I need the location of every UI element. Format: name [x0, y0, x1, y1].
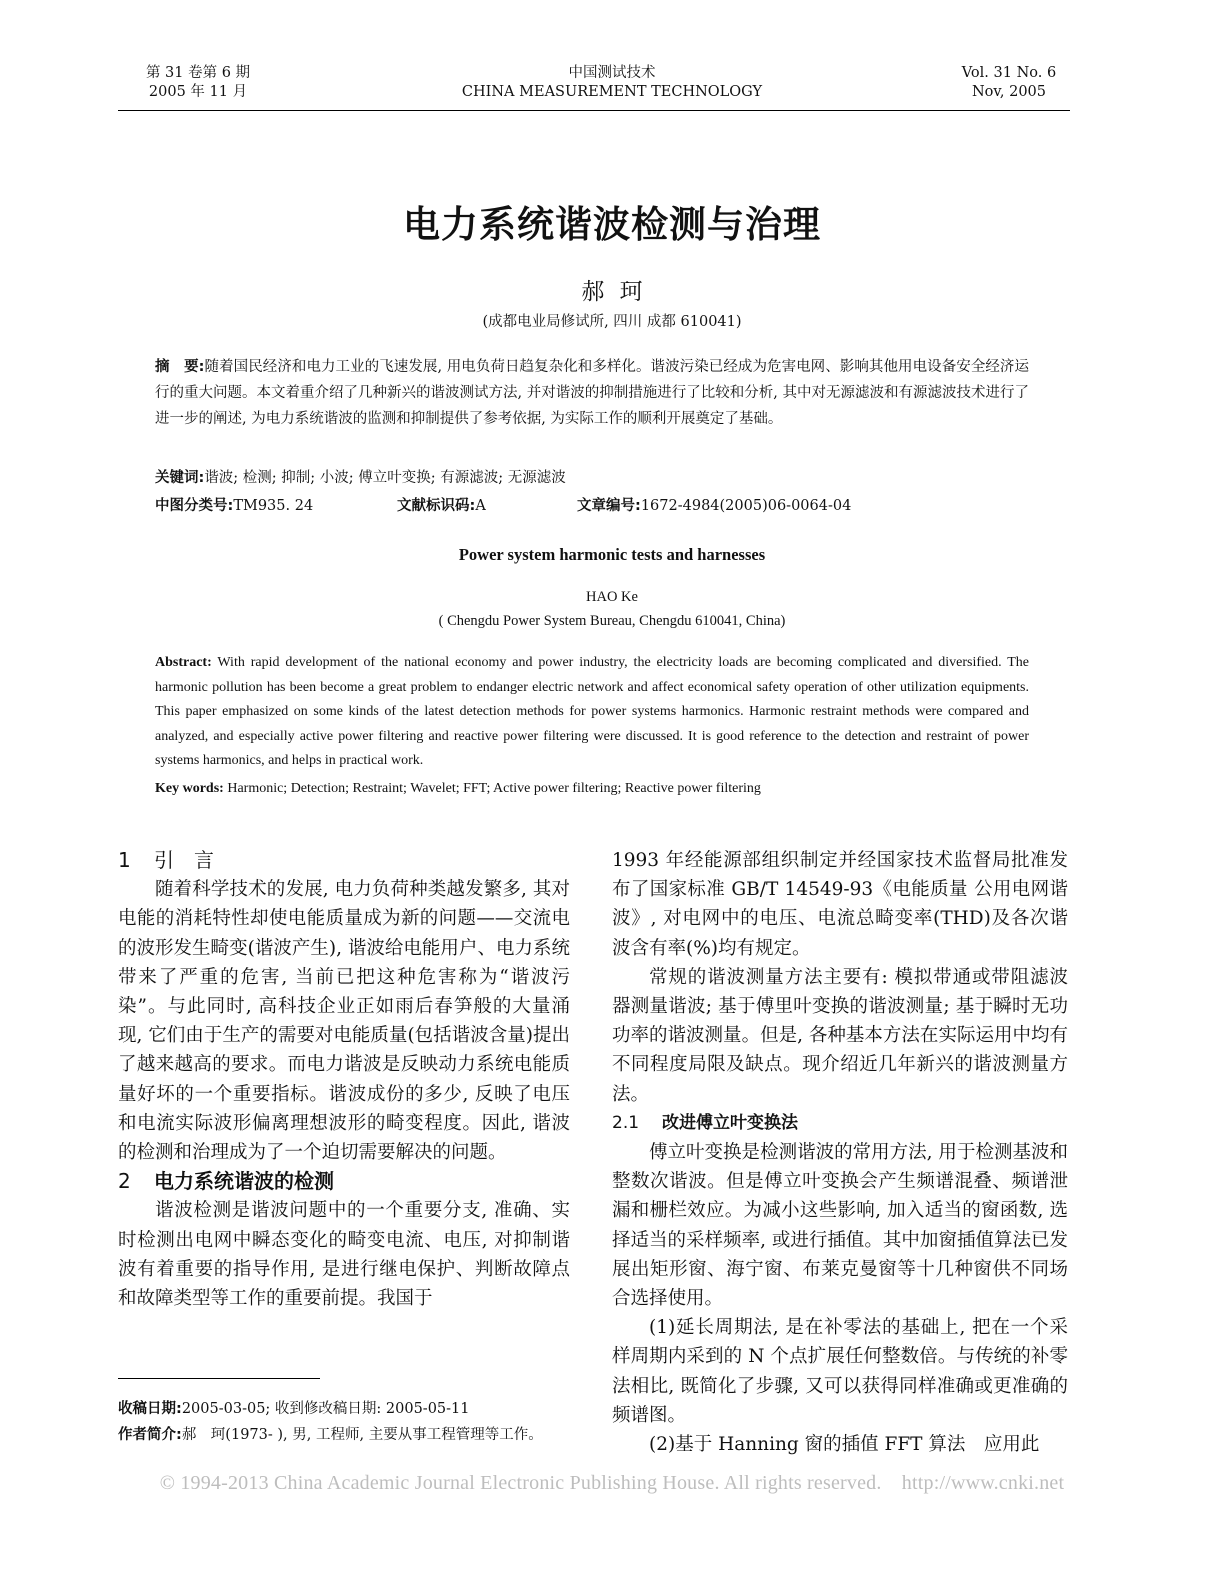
- section-2-number: 2: [118, 1169, 131, 1194]
- keywords-cn-label: 关键词:: [155, 470, 205, 486]
- journal-name-en: CHINA MEASUREMENT TECHNOLOGY: [461, 84, 763, 100]
- keywords-en: [155, 776, 1029, 802]
- date-en: Nov, 2005: [971, 84, 1046, 100]
- section-1-paragraph: 随着科学技术的发展, 电力负荷种类越发繁多, 其对电能的消耗特性却使电能质量成为新的问题——交流电的波形发生畸变(谐波产生), 谐波给电能用户、电力系统带来了严重的危害, 当前已把这种危害称为“谐波污染”。与此同时, 高科技企业正如雨后春笋般的大量涌现, 它们由于生产的需要对电能质量(包括谐波含量)提出了越来越高的要求。而电力谐波是反映动力系统电能质量好坏的一个重要指标。谐波成份的多少, 反映了电压和电流实际波形偏离理想波形的畸变程度。因此, 谐波的检测和治理成为了一个迫切需要解决的问题。: [118, 879, 570, 1164]
- journal-name: [380, 64, 844, 102]
- abstract-en-text: With rapid development of the national economy and power industry, the electricity loads are becoming complicated and diversified. The harmonic pollution has been become a great problem to endanger electric network and affect economical safety operation of other utilization equipments. This paper emphasized on some kinds of the latest detection methods for power systems harmonics. Harmonic restraint methods were compared and analyzed, and especially active power filtering and reactive power filtering were discussed. It is good reference to the detection and restraint of power systems harmonics, and helps in practical work.: [155, 655, 1030, 768]
- footnote-divider: [118, 1378, 320, 1379]
- copyright-watermark: © 1994-2013 China Academic Journal Electronic Publishing House. All rights reserved. http://www.cnki.net: [159, 1472, 1065, 1494]
- abstract-cn: [155, 354, 1029, 432]
- journal-name-cn: 中国测试技术: [568, 65, 656, 81]
- section-2-title: 电力系统谐波的检测: [154, 1169, 334, 1194]
- keywords-cn: [155, 465, 1029, 491]
- section-2-paragraph: 谐波检测是谐波问题中的一个重要分支, 准确、实时检测出电网中瞬态变化的畸变电流、电压, 对抑制谐波有着重要的指导作用, 是进行继电保护、判断故障点和故障类型等工作的重要前提。我国于: [118, 1200, 570, 1310]
- keywords-en-label: Key words:: [155, 781, 224, 796]
- bio-label: 作者简介:: [118, 1427, 182, 1443]
- subsection-2-1-heading: [612, 1109, 1068, 1138]
- doc-code: [397, 494, 486, 515]
- abstract-cn-text: 随着国民经济和电力工业的飞速发展, 用电负荷日趋复杂化和多样化。谐波污染已经成为危害电网、影响其他用电设备安全经济运行的重大问题。本文着重介绍了几种新兴的谐波测试方法, 并对谐波的抑制措施进行了比较和分析, 其中对无源滤波和有源滤波技术进行了进一步的阐述, 为电力系统谐波的监测和抑制提供了参考依据, 为实际工作的顺利开展奠定了基础。: [155, 359, 1029, 427]
- standard-paragraph: 1993 年经能源部组织制定并经国家技术监督局批准发布了国家标准 GB/T 14549-93《电能质量 公用电网谐波》, 对电网中的电压、电流总畸变率(THD)及各次谐波含有率(%)均有规定。: [612, 850, 1068, 959]
- footnote: [118, 1396, 570, 1448]
- doc-value: A: [475, 498, 486, 514]
- keywords-en-text: Harmonic; Detection; Restraint; Wavelet; FFT; Active power filtering; Reactive power filtering: [227, 781, 761, 796]
- paper-title-cn: 电力系统谐波检测与治理: [403, 203, 821, 246]
- hanning-paragraph: (2)基于 Hanning 窗的插值 FFT 算法 应用此: [649, 1434, 1040, 1456]
- journal-volume-en: [932, 64, 1086, 102]
- section-1-title: 引 言: [154, 848, 214, 872]
- author-bio: [118, 1422, 570, 1448]
- body-right-column: [612, 846, 1068, 1459]
- keywords-cn-text: 谐波; 检测; 抑制; 小波; 傅立叶变换; 有源滤波; 无源滤波: [204, 470, 566, 486]
- extended-period-paragraph: (1)延长周期法, 是在补零法的基础上, 把在一个采样周期内采到的 N 个点扩展任何整数倍。与传统的补零法相比, 既简化了步骤, 又可以获得同样准确或更准确的频谱图。: [612, 1317, 1068, 1426]
- section-1-number: 1: [118, 848, 131, 872]
- author-cn: 郝 珂: [581, 279, 643, 305]
- abstract-cn-label: 摘 要:: [155, 359, 205, 375]
- journal-volume-cn: [118, 64, 278, 102]
- date-cn: 2005 年 11 月: [148, 84, 248, 100]
- fourier-paragraph: 傅立叶变换是检测谐波的常用方法, 用于检测基波和整数次谐波。但是傅立叶变换会产生频谱混叠、频谱泄漏和栅栏效应。为减小这些影响, 加入适当的窗函数, 选择适当的采样频率, 或进行插值。其中加窗插值算法已发展出矩形窗、海宁窗、布莱克曼窗等十几种窗供不同场合选择使用。: [612, 1142, 1068, 1310]
- methods-paragraph: 常规的谐波测量方法主要有: 模拟带通或带阻滤波器测量谐波; 基于傅里叶变换的谐波测量; 基于瞬时无功功率的谐波测量。但是, 各种基本方法在实际运用中均有不同程度局限及缺点。现介绍近几年新兴的谐波测量方法。: [612, 966, 1068, 1105]
- affiliation-en: ( Chengdu Power System Bureau, Chengdu 610041, China): [438, 613, 786, 629]
- doc-label: 文献标识码:: [397, 498, 476, 514]
- author-en: HAO Ke: [586, 589, 638, 605]
- bio-text: 郝 珂(1973- ), 男, 工程师, 主要从事工程管理等工作。: [181, 1427, 543, 1443]
- section-2-heading: [118, 1167, 570, 1196]
- received-label: 收稿日期:: [118, 1401, 182, 1417]
- clc-label: 中图分类号:: [155, 498, 234, 514]
- article-number: [577, 494, 851, 515]
- paper-title-en: Power system harmonic tests and harnesses: [458, 545, 766, 564]
- subsection-2-1-title: 改进傅立叶变换法: [662, 1112, 798, 1133]
- body-left-column: [118, 846, 570, 1313]
- header-divider: [118, 110, 1070, 111]
- article-value: 1672-4984(2005)06-0064-04: [640, 498, 852, 514]
- subsection-2-1-number: 2.1: [612, 1112, 640, 1133]
- abstract-en: [155, 651, 1029, 774]
- received-text: 2005-03-05; 收到修改稿日期: 2005-05-11: [181, 1401, 470, 1417]
- clc-number: [155, 494, 313, 515]
- received-dates: [118, 1396, 570, 1422]
- section-1-heading: [118, 846, 570, 875]
- affiliation-cn: (成都电业局修试所, 四川 成都 610041): [482, 314, 742, 330]
- article-label: 文章编号:: [577, 498, 641, 514]
- volume-issue-cn: 第 31 卷第 6 期: [145, 65, 251, 81]
- volume-issue-en: Vol. 31 No. 6: [961, 65, 1057, 81]
- abstract-en-label: Abstract:: [155, 655, 212, 670]
- clc-value: TM935. 24: [233, 498, 314, 514]
